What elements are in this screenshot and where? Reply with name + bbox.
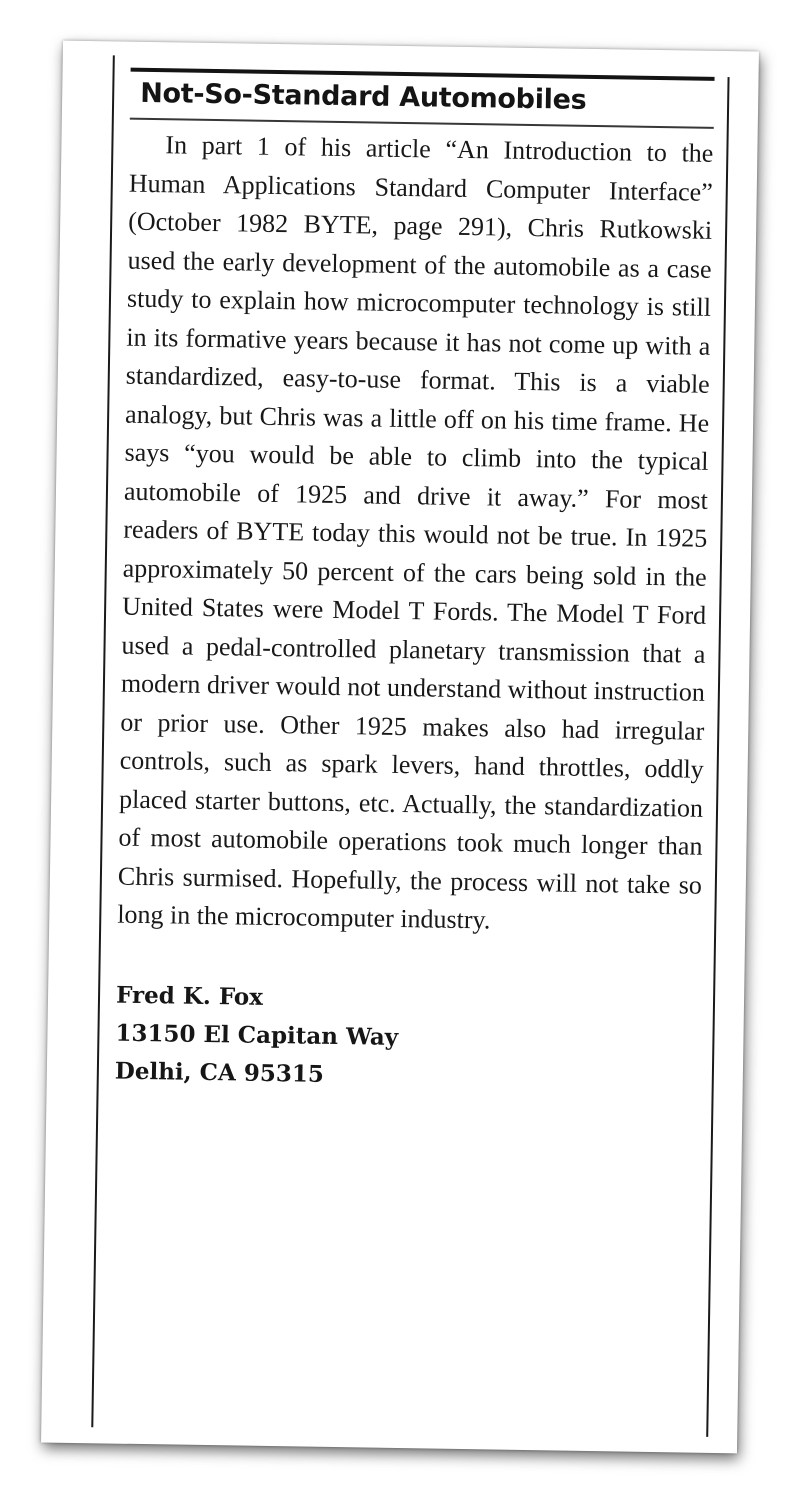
signature-street: 13150 El Capitan Way (115, 1019, 399, 1051)
signature-name: Fred K. Fox (115, 981, 264, 1011)
letter-title: Not-So-Standard Automobiles (139, 77, 587, 116)
letter-body: In part 1 of his article “An Introduction to the Human Applications Standard Computer Interface” (October 1982 BYTE, page 291), Chris Rutkowski used the early development of the automobile as a case study to explain how microcomputer technology is still in its formative years because it has not come up with a standardized, easy-to-use format. This is a viable analogy, but Chris was a little off on his time frame. He says “you would be able to climb into the typical automobile of 1925 and drive it away.” For most readers of BYTE today this would not be true. In 1925 approximately 50 percent of the cars being sold in the United States were Model T Fords. The Model T Ford used a pedal-controlled planetary transmission that a modern driver would not understand without instruction or prior use. Other 1925 makes also had irregular controls, such as spark levers, hand throttles, oddly placed starter buttons, etc. Actually, the standardization of most automobile operations took much longer than Chris surmised. Hopefully, the process will not take so long in the microcomputer industry. (117, 130, 714, 935)
letter-clipping (41, 41, 759, 1454)
signature-city: Delhi, CA 95315 (114, 1057, 325, 1088)
left-column-rule (91, 55, 115, 1427)
signature-block (115, 976, 701, 1099)
letter-content (115, 68, 715, 1100)
